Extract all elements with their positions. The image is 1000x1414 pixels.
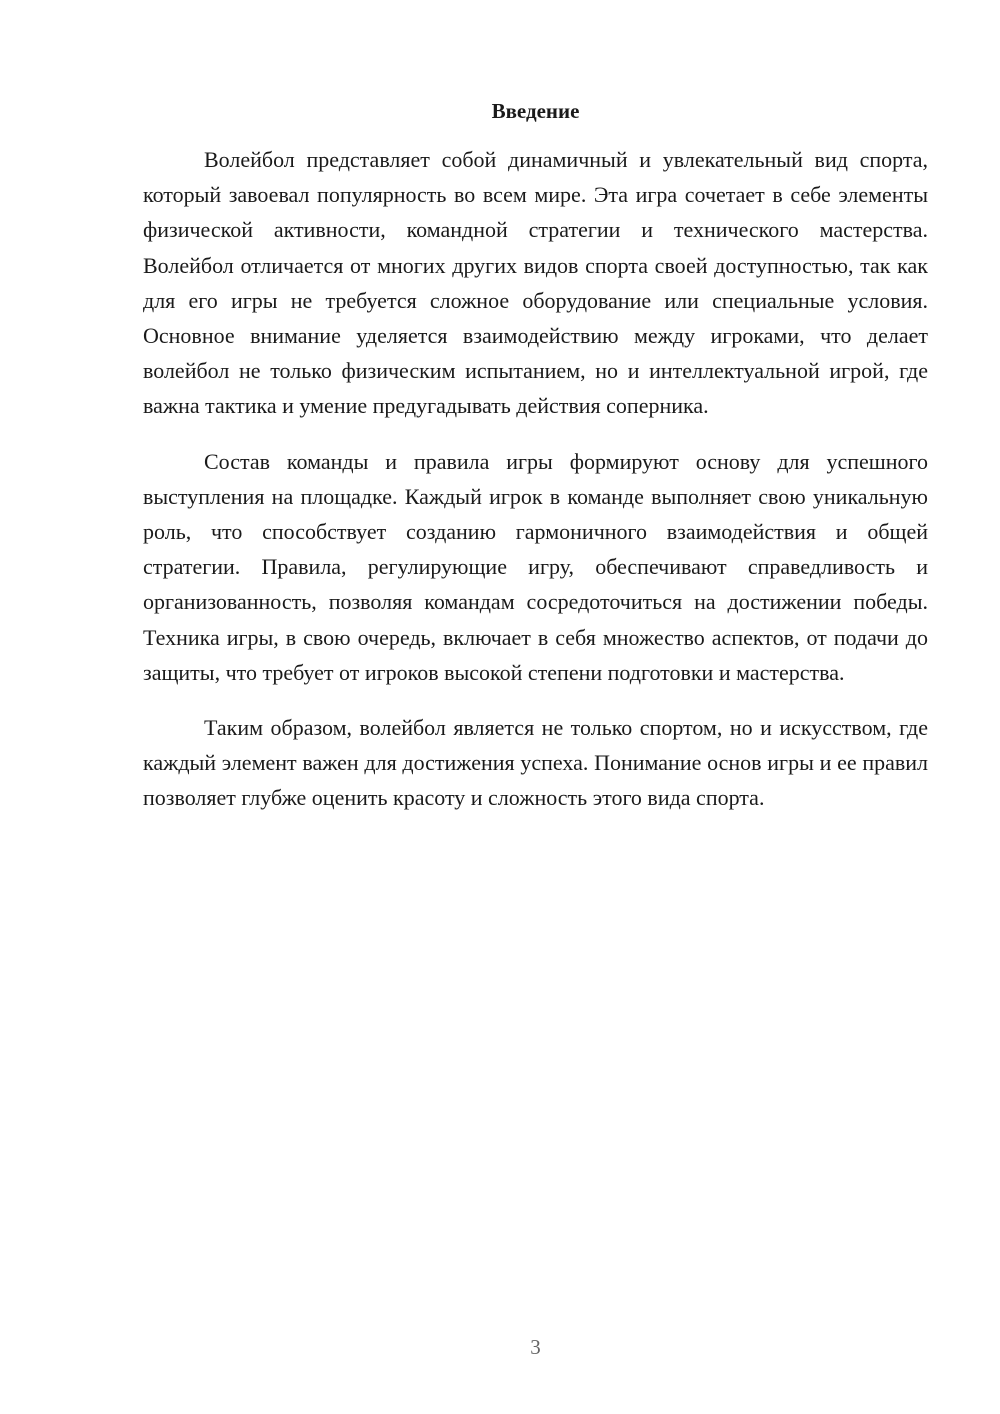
paragraph-2: Состав команды и правила игры формируют основу для успешного выступления на площадке. Каждый игрок в команде выполняет свою уникальную роль, что способствует созданию гармоничного взаимодействия и общей стратегии. Правила, регулирующие игру, обеспечивают справедливость и организованность, позволяя командам сосредоточиться на достижении победы. Техника игры, в свою очередь, включает в себя множество аспектов, от подачи до защиты, что требует от игроков высокой степени подготовки и мастерства. xyxy=(143,448,928,685)
paragraph-3: Таким образом, волейбол является не только спортом, но и искусством, где каждый элемент важен для достижения успеха. Понимание основ игры и ее правил позволяет глубже оценить красоту и сложность этого вида спорта. xyxy=(143,715,928,811)
page-number: 3 xyxy=(530,1335,541,1359)
document-body xyxy=(143,142,928,836)
paragraph-1: Волейбол представляет собой динамичный и увлекательный вид спорта, который завоевал популярность во всем мире. Эта игра сочетает в себе элементы физической активности, командной стратегии и технического мастерства. Волейбол отличается от многих других видов спорта своей доступностью, так как для его игры не требуется сложное оборудование или специальные условия. Основное внимание уделяется взаимодействию между игроками, что делает волейбол не только физическим испытанием, но и интеллектуальной игрой, где важна тактика и умение предугадывать действия соперника. xyxy=(143,147,928,419)
page-title: Введение xyxy=(491,99,580,123)
